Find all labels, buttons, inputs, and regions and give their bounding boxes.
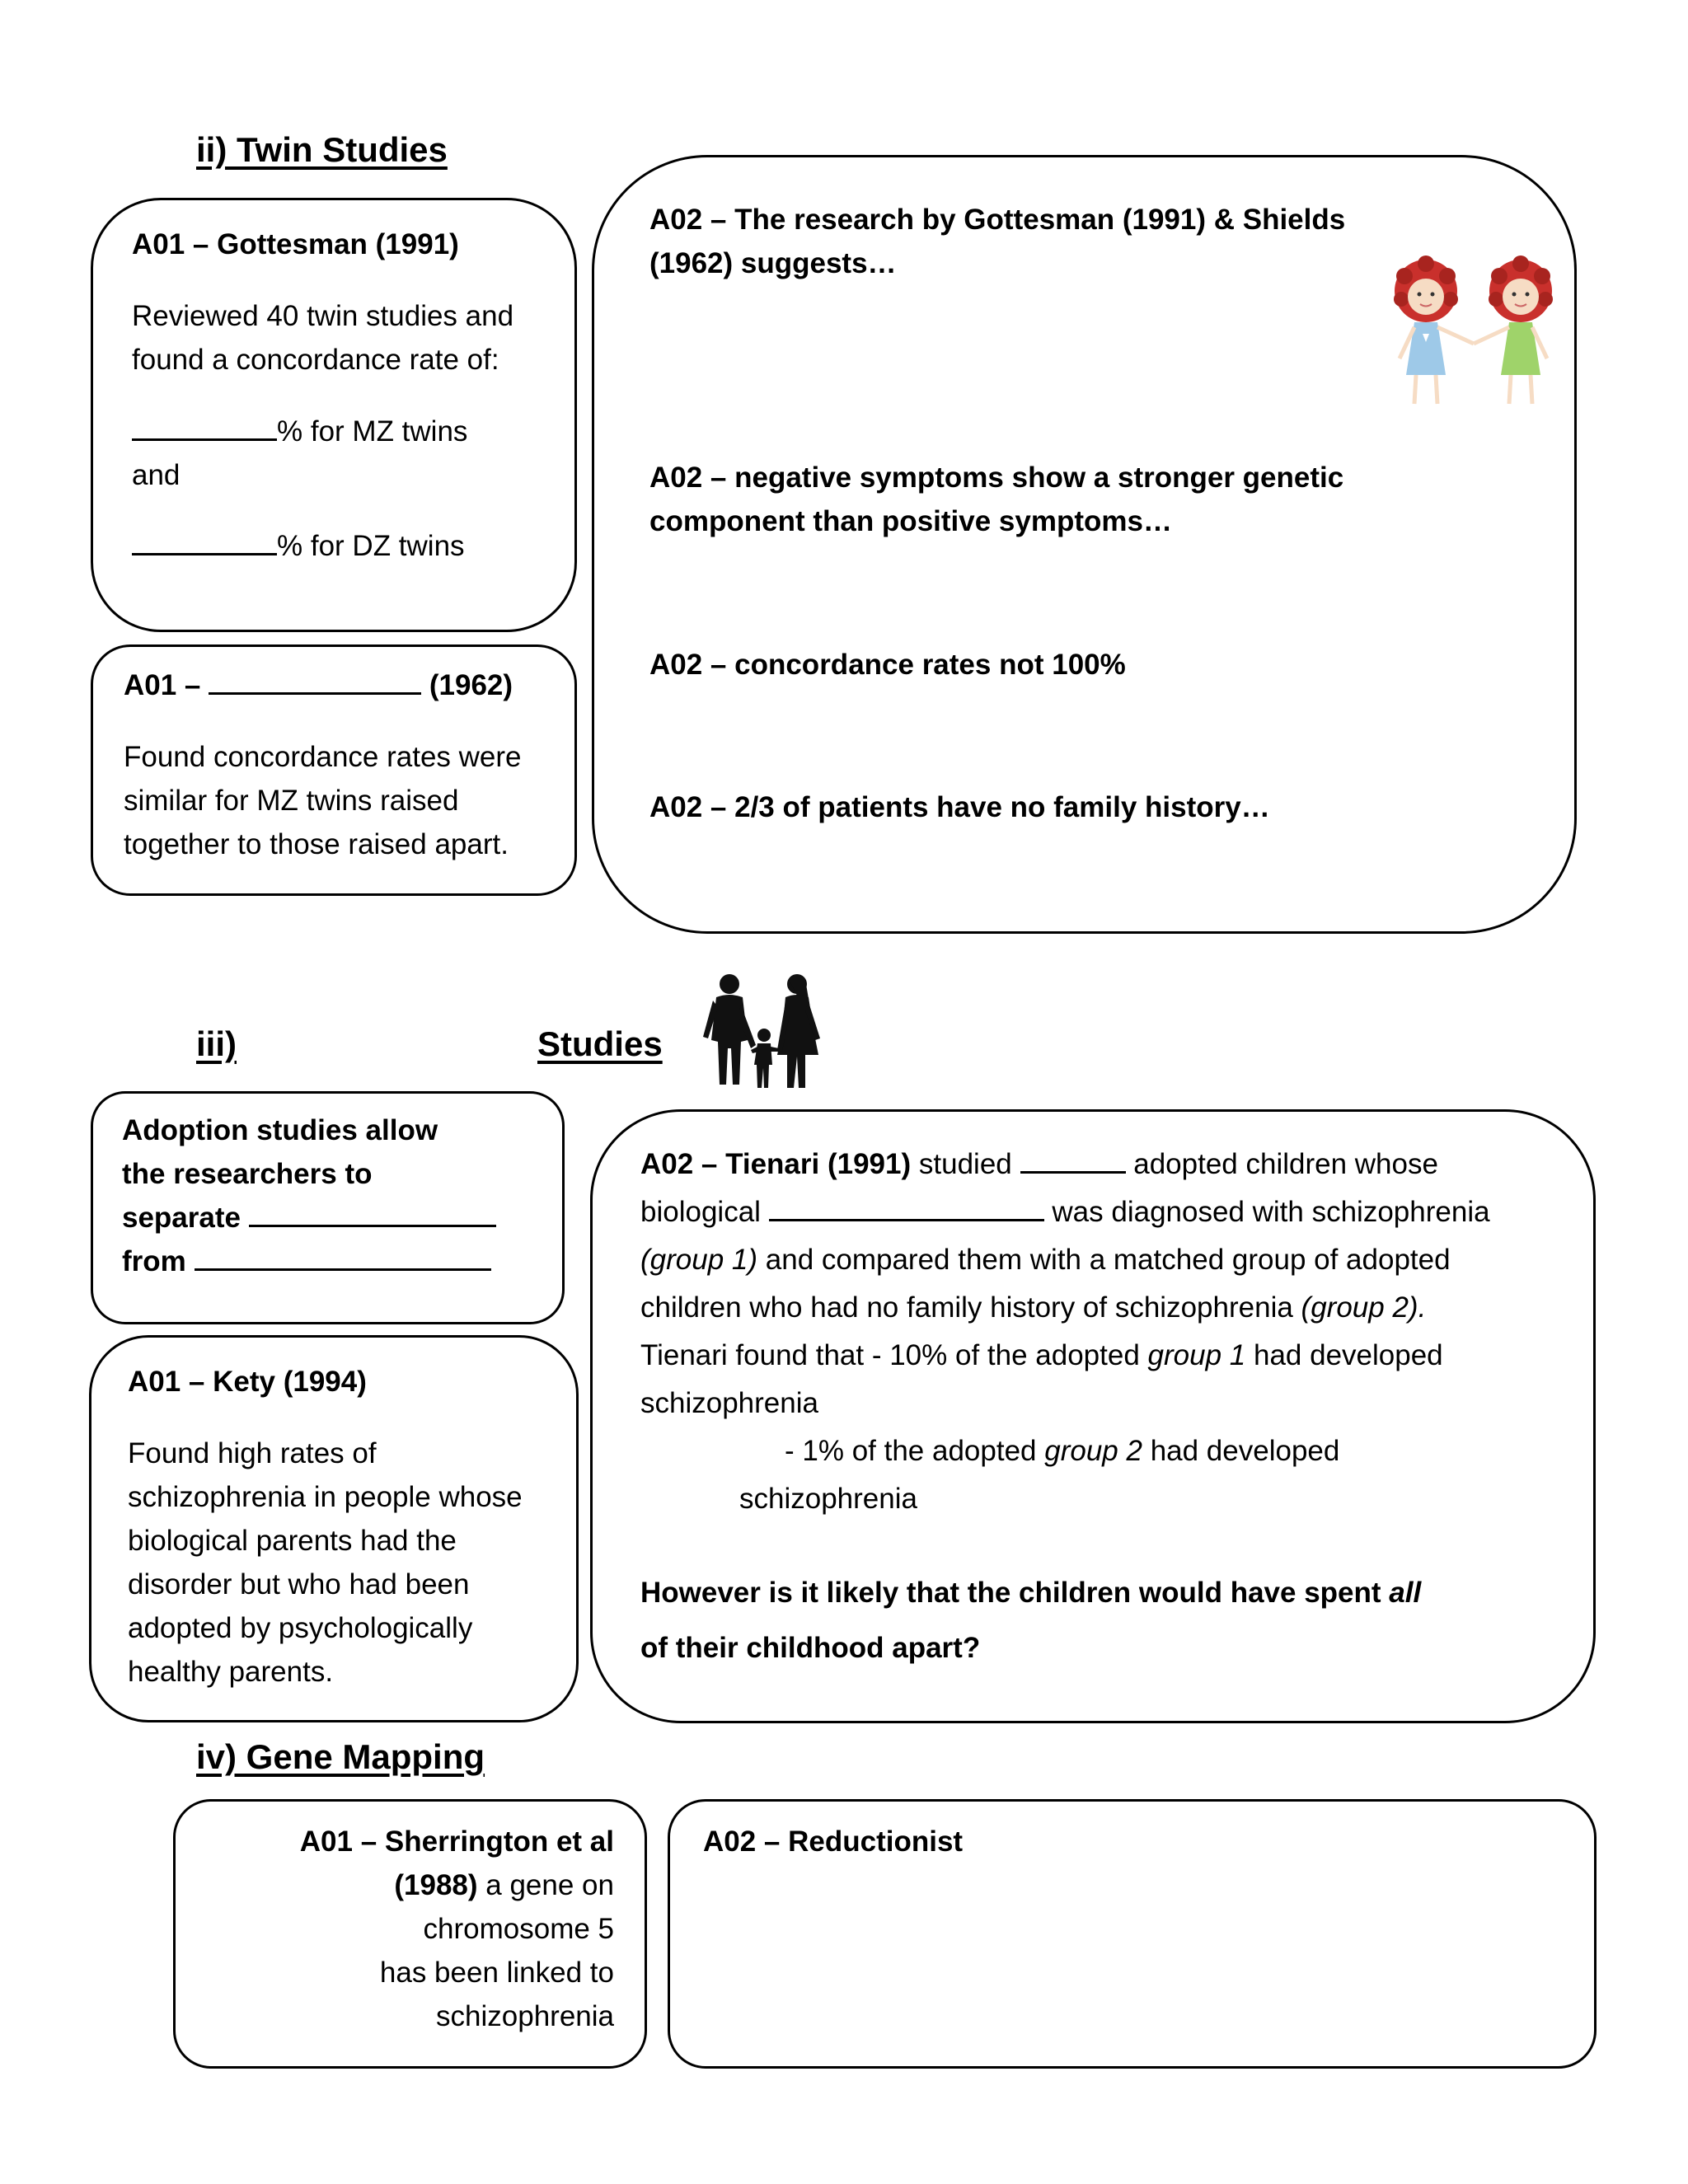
gottesman-title: A01 – Gottesman (1991) bbox=[132, 228, 459, 260]
tienari-title: A02 – Tienari (1991) bbox=[640, 1148, 912, 1180]
tienari-number-blank[interactable] bbox=[1020, 1144, 1126, 1174]
family-silhouette-icon bbox=[696, 972, 828, 1092]
reductionist-title: A02 – Reductionist bbox=[703, 1825, 964, 1858]
tienari-found: Tienari found that - 10% of the adopted bbox=[640, 1339, 1140, 1371]
dz-concordance-line bbox=[132, 524, 465, 568]
tienari-relative-blank[interactable] bbox=[769, 1192, 1044, 1221]
tienari-line bbox=[640, 1286, 1426, 1329]
adoption-heading-prefix: iii) bbox=[196, 1024, 237, 1063]
tienari-group2-word: group 2 bbox=[1044, 1435, 1142, 1467]
shields-title-prefix: A01 – bbox=[124, 669, 201, 701]
tienari-line bbox=[640, 1142, 1438, 1186]
kety-text-line: adopted by psychologically bbox=[128, 1612, 473, 1644]
tienari-had-developed: had developed bbox=[1253, 1339, 1443, 1371]
mz-blank[interactable] bbox=[132, 411, 277, 441]
adoption-heading-blank[interactable] bbox=[237, 1024, 537, 1064]
sherrington-line: schizophrenia bbox=[436, 2000, 614, 2032]
shields-title bbox=[124, 663, 513, 707]
dz-blank[interactable] bbox=[132, 526, 277, 555]
eval-gottesman-shields: A02 – The research by Gottesman (1991) & Shields bbox=[649, 204, 1346, 236]
tienari-line bbox=[785, 1429, 1339, 1473]
tienari-question-all: all bbox=[1389, 1577, 1422, 1609]
mz-concordance-line bbox=[132, 410, 467, 453]
tienari-no-history: children who had no family history of schizophrenia bbox=[640, 1291, 1293, 1324]
gottesman-text-line: Reviewed 40 twin studies and bbox=[132, 300, 514, 332]
tienari-line: schizophrenia bbox=[640, 1387, 818, 1419]
sherrington-line bbox=[198, 1863, 614, 1907]
shields-text-line: together to those raised apart. bbox=[124, 828, 509, 860]
tienari-biological: biological bbox=[640, 1196, 761, 1228]
sherrington-gene-on: a gene on bbox=[485, 1869, 614, 1901]
tienari-line: schizophrenia bbox=[739, 1483, 917, 1515]
eval-negative-symptoms-2: component than positive symptoms… bbox=[649, 505, 1172, 537]
tienari-group2: (group 2). bbox=[1301, 1291, 1427, 1324]
tienari-studied: studied bbox=[918, 1148, 1012, 1180]
gene-mapping-heading: iv) Gene Mapping bbox=[196, 1737, 485, 1776]
separate-blank[interactable] bbox=[249, 1197, 496, 1227]
tienari-had-developed-2: had developed bbox=[1150, 1435, 1340, 1467]
tienari-compared: and compared them with a matched group of adopted bbox=[765, 1244, 1451, 1276]
shields-name-blank[interactable] bbox=[209, 665, 421, 695]
eval-negative-symptoms: A02 – negative symptoms show a stronger genetic bbox=[649, 462, 1344, 494]
adoption-studies-heading bbox=[196, 1024, 663, 1064]
gottesman-text-line: found a concordance rate of: bbox=[132, 344, 499, 376]
separate-label: separate bbox=[122, 1202, 241, 1234]
tienari-group1-word: group 1 bbox=[1147, 1339, 1246, 1371]
shields-text-line: similar for MZ twins raised bbox=[124, 785, 459, 817]
twin-girls-illustration bbox=[1385, 251, 1562, 412]
adoption-intro-line: Adoption studies allow bbox=[122, 1114, 438, 1146]
tienari-group1: (group 1) bbox=[640, 1244, 758, 1276]
tienari-line bbox=[640, 1190, 1490, 1234]
tienari-adopted-children: adopted children whose bbox=[1133, 1148, 1438, 1180]
dz-suffix: % for DZ twins bbox=[277, 530, 465, 562]
shields-title-suffix: (1962) bbox=[429, 669, 513, 701]
sherrington-line: chromosome 5 bbox=[423, 1913, 614, 1945]
from-blank[interactable] bbox=[195, 1241, 491, 1271]
tienari-line bbox=[640, 1333, 1443, 1377]
tienari-question-part1: However is it likely that the children would have spent bbox=[640, 1577, 1381, 1609]
adoption-intro-line bbox=[122, 1240, 491, 1283]
kety-text-line: healthy parents. bbox=[128, 1656, 334, 1688]
kety-text-line: schizophrenia in people whose bbox=[128, 1481, 523, 1513]
tienari-diagnosed: was diagnosed with schizophrenia bbox=[1052, 1196, 1490, 1228]
gottesman-and: and bbox=[132, 459, 181, 491]
adoption-heading-suffix: Studies bbox=[537, 1024, 663, 1063]
adoption-intro-line: the researchers to bbox=[122, 1158, 373, 1190]
tienari-line bbox=[640, 1238, 1451, 1282]
kety-text-line: Found high rates of bbox=[128, 1437, 377, 1469]
tienari-one-percent: - 1% of the adopted bbox=[785, 1435, 1037, 1467]
twin-studies-heading: ii) Twin Studies bbox=[196, 130, 448, 169]
sherrington-title: A01 – Sherrington et al bbox=[299, 1825, 614, 1858]
eval-concordance-not-100: A02 – concordance rates not 100% bbox=[649, 649, 1126, 681]
eval-family-history: A02 – 2/3 of patients have no family history… bbox=[649, 791, 1270, 823]
shields-text-line: Found concordance rates were bbox=[124, 741, 522, 773]
kety-text-line: disorder but who had been bbox=[128, 1568, 470, 1601]
tienari-question bbox=[640, 1571, 1421, 1615]
sherrington-line: has been linked to bbox=[379, 1957, 614, 1989]
from-label: from bbox=[122, 1245, 186, 1277]
tienari-question-2: of their childhood apart? bbox=[640, 1632, 981, 1664]
adoption-intro-line bbox=[122, 1196, 496, 1240]
mz-suffix: % for MZ twins bbox=[277, 415, 468, 448]
kety-title: A01 – Kety (1994) bbox=[128, 1366, 367, 1398]
sherrington-year: (1988) bbox=[394, 1869, 478, 1901]
eval-gottesman-shields-2: (1962) suggests… bbox=[649, 247, 897, 279]
kety-text-line: biological parents had the bbox=[128, 1525, 457, 1557]
